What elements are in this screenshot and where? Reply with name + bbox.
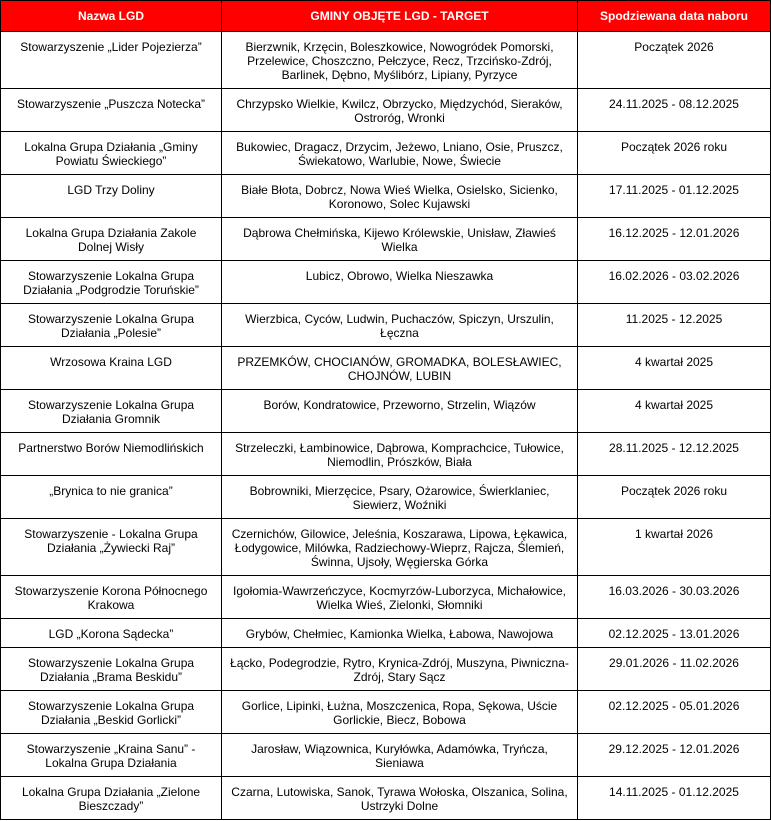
header-row xyxy=(1,1,771,32)
lgd-communes: Gorlice, Lipinki, Łużna, Moszczenica, Ropa, Sękowa, Uście Gorlickie, Biecz, Bobowa xyxy=(222,691,578,734)
lgd-date: 02.12.2025 - 13.01.2026 xyxy=(578,619,771,648)
lgd-name: Partnerstwo Borów Niemodlińskich xyxy=(1,433,222,476)
table-row xyxy=(1,304,771,347)
lgd-name: Stowarzyszenie - Lokalna Grupa Działania „Żywiecki Raj” xyxy=(1,519,222,576)
table-row xyxy=(1,734,771,777)
table-row xyxy=(1,347,771,390)
lgd-date: 16.03.2026 - 30.03.2026 xyxy=(578,576,771,619)
lgd-date: Początek 2026 roku xyxy=(578,132,771,175)
table-row xyxy=(1,390,771,433)
lgd-date: Początek 2026 roku xyxy=(578,476,771,519)
lgd-name: Stowarzyszenie Lokalna Grupa Działania Gromnik xyxy=(1,390,222,433)
table-row xyxy=(1,619,771,648)
table-row xyxy=(1,576,771,619)
lgd-name: Wrzosowa Kraina LGD xyxy=(1,347,222,390)
lgd-date: 11.2025 - 12.2025 xyxy=(578,304,771,347)
lgd-date: 14.11.2025 - 01.12.2025 xyxy=(578,777,771,820)
lgd-name: Stowarzyszenie Lokalna Grupa Działania „Podgrodzie Toruńskie” xyxy=(1,261,222,304)
lgd-name: Lokalna Grupa Działania „Gminy Powiatu Świeckiego” xyxy=(1,132,222,175)
lgd-date: 17.11.2025 - 01.12.2025 xyxy=(578,175,771,218)
lgd-name: LGD „Korona Sądecka” xyxy=(1,619,222,648)
lgd-communes: PRZEMKÓW, CHOCIANÓW, GROMADKA, BOLESŁAWIEC, CHOJNÓW, LUBIN xyxy=(222,347,578,390)
lgd-name: Stowarzyszenie „Puszcza Notecka” xyxy=(1,89,222,132)
lgd-date: 4 kwartał 2025 xyxy=(578,347,771,390)
lgd-date: 16.12.2025 - 12.01.2026 xyxy=(578,218,771,261)
lgd-date: 29.12.2025 - 12.01.2026 xyxy=(578,734,771,777)
lgd-name: „Brynica to nie granica” xyxy=(1,476,222,519)
table-row xyxy=(1,261,771,304)
lgd-date: 4 kwartał 2025 xyxy=(578,390,771,433)
lgd-communes: Bierzwnik, Krzęcin, Boleszkowice, Nowogródek Pomorski, Przelewice, Choszczno, Pełczyce, Recz, Trzcińsko-Zdrój, Barlinek, Dębno, Myślibórz, Lipiany, Pyrzyce xyxy=(222,32,578,89)
lgd-date: Początek 2026 xyxy=(578,32,771,89)
lgd-communes: Wierzbica, Cyców, Ludwin, Puchaczów, Spiczyn, Urszulin, Łęczna xyxy=(222,304,578,347)
table-row xyxy=(1,777,771,820)
lgd-name: LGD Trzy Doliny xyxy=(1,175,222,218)
lgd-name: Stowarzyszenie „Kraina Sanu” - Lokalna Grupa Działania xyxy=(1,734,222,777)
lgd-communes: Czarna, Lutowiska, Sanok, Tyrawa Wołoska, Olszanica, Solina, Ustrzyki Dolne xyxy=(222,777,578,820)
lgd-communes: Chrzypsko Wielkie, Kwilcz, Obrzycko, Międzychód, Sieraków, Ostroróg, Wronki xyxy=(222,89,578,132)
table-row xyxy=(1,132,771,175)
table-row xyxy=(1,218,771,261)
lgd-name: Stowarzyszenie Lokalna Grupa Działania „Beskid Gorlicki” xyxy=(1,691,222,734)
lgd-communes: Grybów, Chełmiec, Kamionka Wielka, Łabowa, Nawojowa xyxy=(222,619,578,648)
lgd-date: 29.01.2026 - 11.02.2026 xyxy=(578,648,771,691)
lgd-communes: Strzeleczki, Łambinowice, Dąbrowa, Komprachcice, Tułowice, Niemodlin, Prószków, Biała xyxy=(222,433,578,476)
lgd-date: 24.11.2025 - 08.12.2025 xyxy=(578,89,771,132)
lgd-communes: Igołomia-Wawrzeńczyce, Kocmyrzów-Luborzyca, Michałowice, Wielka Wieś, Zielonki, Słomniki xyxy=(222,576,578,619)
header-date: Spodziewana data naboru xyxy=(578,1,771,32)
lgd-name: Stowarzyszenie Korona Północnego Krakowa xyxy=(1,576,222,619)
header-communes: GMINY OBJĘTE LGD - TARGET xyxy=(222,1,578,32)
lgd-date: 02.12.2025 - 05.01.2026 xyxy=(578,691,771,734)
lgd-communes: Bobrowniki, Mierzęcice, Psary, Ożarowice, Świerklaniec, Siewierz, Woźniki xyxy=(222,476,578,519)
table-row xyxy=(1,32,771,89)
lgd-communes: Lubicz, Obrowo, Wielka Nieszawka xyxy=(222,261,578,304)
lgd-name: Lokalna Grupa Działania Zakole Dolnej Wisły xyxy=(1,218,222,261)
header-name: Nazwa LGD xyxy=(1,1,222,32)
table-row xyxy=(1,691,771,734)
lgd-name: Stowarzyszenie Lokalna Grupa Działania „Polesie” xyxy=(1,304,222,347)
lgd-name: Stowarzyszenie „Lider Pojezierza” xyxy=(1,32,222,89)
lgd-name: Lokalna Grupa Działania „Zielone Bieszczady” xyxy=(1,777,222,820)
lgd-communes: Jarosław, Wiązownica, Kuryłówka, Adamówka, Tryńcza, Sieniawa xyxy=(222,734,578,777)
lgd-communes: Dąbrowa Chełmińska, Kijewo Królewskie, Unisław, Zławieś Wielka xyxy=(222,218,578,261)
lgd-communes: Borów, Kondratowice, Przeworno, Strzelin, Wiązów xyxy=(222,390,578,433)
lgd-name: Stowarzyszenie Lokalna Grupa Działania „Brama Beskidu” xyxy=(1,648,222,691)
table-row xyxy=(1,519,771,576)
lgd-date: 1 kwartał 2026 xyxy=(578,519,771,576)
lgd-communes: Białe Błota, Dobrcz, Nowa Wieś Wielka, Osielsko, Sicienko, Koronowo, Solec Kujawski xyxy=(222,175,578,218)
table-row xyxy=(1,648,771,691)
lgd-communes: Bukowiec, Dragacz, Drzycim, Jeżewo, Lniano, Osie, Pruszcz, Świekatowo, Warlubie, Nowe, Świecie xyxy=(222,132,578,175)
lgd-communes: Łącko, Podegrodzie, Rytro, Krynica-Zdrój, Muszyna, Piwniczna-Zdrój, Stary Sącz xyxy=(222,648,578,691)
table-row xyxy=(1,89,771,132)
table-row xyxy=(1,433,771,476)
table-row xyxy=(1,175,771,218)
lgd-date: 16.02.2026 - 03.02.2026 xyxy=(578,261,771,304)
lgd-date: 28.11.2025 - 12.12.2025 xyxy=(578,433,771,476)
lgd-communes: Czernichów, Gilowice, Jeleśnia, Koszarawa, Lipowa, Łękawica, Łodygowice, Milówka, Radziechowy-Wieprz, Rajcza, Ślemień, Świnna, Ujsoły, Węgierska Górka xyxy=(222,519,578,576)
table-row xyxy=(1,476,771,519)
